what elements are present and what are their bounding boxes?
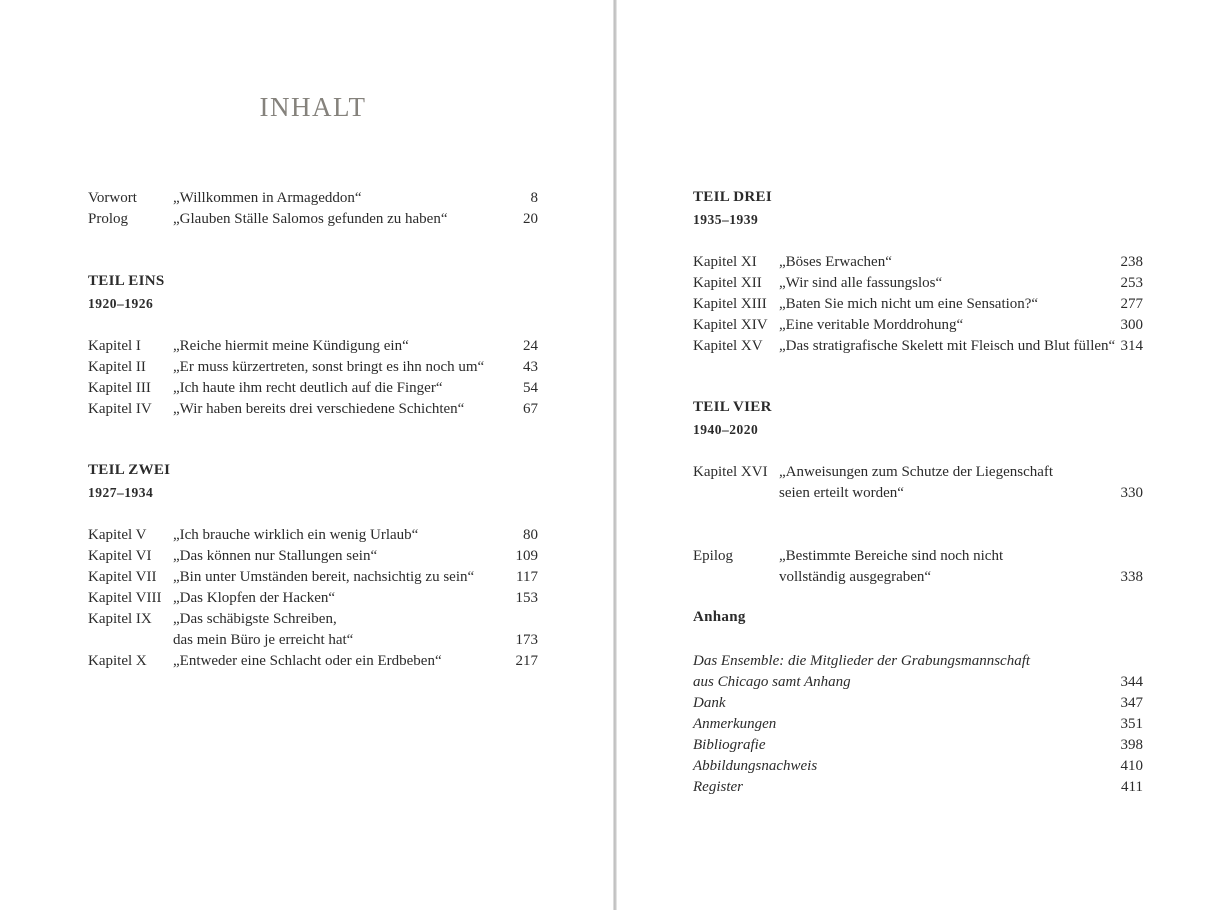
entry-page-number: 153 [515, 590, 538, 606]
toc-entry-epilog-continued[interactable] [693, 567, 1143, 588]
entry-title-continued: aus Chicago samt Anhang [693, 674, 851, 690]
entry-page-number: 277 [1120, 296, 1143, 312]
toc-entry-appendix-dank[interactable] [693, 693, 1143, 714]
left-page [0, 0, 613, 910]
entry-page-number: 24 [523, 338, 538, 354]
entry-title: Register [693, 779, 743, 795]
entry-title: Dank [693, 695, 726, 711]
entry-title-continued: vollständig ausgegraben“ [779, 569, 932, 585]
entry-title: „Das schäbigste Schreiben, [173, 611, 337, 627]
entry-label: Prolog [88, 211, 129, 227]
toc-entry-kapitel-3[interactable] [88, 378, 538, 399]
part-one-years: 1920–1926 [88, 296, 154, 311]
entry-page-number: 410 [1120, 758, 1143, 774]
toc-entry-kapitel-5[interactable] [88, 525, 538, 546]
entry-page-number: 411 [1121, 779, 1143, 795]
entry-title: „Das können nur Stallungen sein“ [173, 548, 378, 564]
entry-title: Abbildungsnachweis [693, 758, 818, 774]
toc-entry-kapitel-11[interactable] [693, 252, 1143, 273]
entry-title: „Bin unter Umständen bereit, nachsichtig zu sein“ [173, 569, 475, 585]
part-one-title: TEIL EINS [88, 273, 165, 289]
part-four-title: TEIL VIER [693, 399, 772, 415]
entry-title: „Wir haben bereits drei verschiedene Schichten“ [173, 401, 465, 417]
entry-label: Kapitel V [88, 527, 147, 543]
toc-entry-appendix-ensemble-continued[interactable] [693, 672, 1143, 693]
entry-title: „Wir sind alle fassungslos“ [779, 275, 943, 291]
entry-title-continued: seien erteilt worden“ [779, 485, 904, 501]
toc-entry-kapitel-1[interactable] [88, 336, 538, 357]
toc-entry-appendix-bibliografie[interactable] [693, 735, 1143, 756]
entry-title: „Anweisungen zum Schutze der Liegenschaft [779, 464, 1054, 480]
entry-label: Kapitel II [88, 359, 146, 375]
toc-entry-appendix-ensemble[interactable] [693, 651, 1143, 672]
entry-page-number: 20 [523, 211, 538, 227]
toc-entry-kapitel-12[interactable] [693, 273, 1143, 294]
entry-page-number: 253 [1120, 275, 1143, 291]
toc-entry-appendix-anmerkungen[interactable] [693, 714, 1143, 735]
entry-label: Kapitel III [88, 380, 151, 396]
entry-page-number: 347 [1120, 695, 1143, 711]
entry-title: „Ich brauche wirklich ein wenig Urlaub“ [173, 527, 419, 543]
entry-title: Bibliografie [693, 737, 766, 753]
entry-title-continued: das mein Büro je erreicht hat“ [173, 632, 354, 648]
entry-title: „Das stratigrafische Skelett mit Fleisch und Blut füllen“ [779, 338, 1116, 354]
entry-label: Kapitel VI [88, 548, 152, 564]
part-two-title: TEIL ZWEI [88, 462, 171, 478]
part-four-years: 1940–2020 [693, 422, 759, 437]
entry-page-number: 117 [516, 569, 538, 585]
entry-page-number: 314 [1120, 338, 1143, 354]
entry-page-number: 238 [1120, 254, 1143, 270]
entry-label: Vorwort [88, 190, 137, 206]
toc-entry-kapitel-2[interactable] [88, 357, 538, 378]
entry-label: Kapitel XI [693, 254, 757, 270]
entry-title: „Reiche hiermit meine Kündigung ein“ [173, 338, 409, 354]
entry-label: Kapitel VIII [88, 590, 162, 606]
entry-label: Kapitel IV [88, 401, 152, 417]
toc-entry-kapitel-14[interactable] [693, 315, 1143, 336]
entry-title: „Willkommen in Armageddon“ [173, 190, 362, 206]
entry-title: „Bestimmte Bereiche sind noch nicht [779, 548, 1004, 564]
toc-entry-kapitel-15[interactable] [693, 336, 1143, 357]
entry-page-number: 80 [523, 527, 538, 543]
entry-title: „Baten Sie mich nicht um eine Sensation?“ [779, 296, 1039, 312]
entry-page-number: 109 [515, 548, 538, 564]
toc-entry-kapitel-6[interactable] [88, 546, 538, 567]
entry-label: Kapitel XIV [693, 317, 768, 333]
page-title: INHALT [259, 92, 367, 122]
toc-entry-prolog[interactable] [88, 209, 538, 230]
toc-entry-appendix-abbildungsnachweis[interactable] [693, 756, 1143, 777]
entry-page-number: 8 [530, 190, 538, 206]
entry-label: Kapitel X [88, 653, 147, 669]
part-two-years: 1927–1934 [88, 485, 154, 500]
toc-entry-kapitel-9-continued[interactable] [88, 630, 538, 651]
entry-title: „Er muss kürzertreten, sonst bringt es ihn noch um“ [173, 359, 485, 375]
toc-entry-kapitel-4[interactable] [88, 399, 538, 420]
entry-label: Epilog [693, 548, 733, 564]
toc-entry-kapitel-7[interactable] [88, 567, 538, 588]
appendix-title: Anhang [693, 609, 746, 625]
entry-label: Kapitel XVI [693, 464, 768, 480]
toc-entry-kapitel-13[interactable] [693, 294, 1143, 315]
entry-title: „Entweder eine Schlacht oder ein Erdbeben“ [173, 653, 442, 669]
entry-label: Kapitel XV [693, 338, 763, 354]
toc-entry-kapitel-8[interactable] [88, 588, 538, 609]
entry-page-number: 43 [523, 359, 538, 375]
part-three-years: 1935–1939 [693, 212, 759, 227]
toc-entry-appendix-register[interactable] [693, 777, 1143, 798]
entry-title: Das Ensemble: die Mitglieder der Grabungsmannschaft [693, 653, 1031, 669]
entry-page-number: 338 [1120, 569, 1143, 585]
toc-entry-vorwort[interactable] [88, 188, 538, 209]
entry-title: „Böses Erwachen“ [779, 254, 892, 270]
toc-entry-kapitel-16[interactable] [693, 462, 1143, 483]
entry-title: „Das Klopfen der Hacken“ [173, 590, 336, 606]
entry-page-number: 67 [523, 401, 538, 417]
toc-entry-kapitel-9[interactable] [88, 609, 538, 630]
entry-page-number: 173 [515, 632, 538, 648]
entry-page-number: 330 [1120, 485, 1143, 501]
entry-label: Kapitel I [88, 338, 141, 354]
entry-page-number: 351 [1120, 716, 1143, 732]
entry-page-number: 217 [515, 653, 538, 669]
entry-title: „Glauben Ställe Salomos gefunden zu haben“ [173, 211, 448, 227]
entry-label: Kapitel XIII [693, 296, 767, 312]
entry-title: „Ich haute ihm recht deutlich auf die Finger“ [173, 380, 443, 396]
entry-page-number: 300 [1120, 317, 1143, 333]
entry-page-number: 54 [523, 380, 538, 396]
entry-page-number: 344 [1120, 674, 1143, 690]
toc-entry-kapitel-16-continued[interactable] [693, 483, 1143, 504]
toc-entry-kapitel-10[interactable] [88, 651, 538, 672]
entry-label: Kapitel XII [693, 275, 762, 291]
part-three-title: TEIL DREI [693, 189, 772, 205]
entry-page-number: 398 [1120, 737, 1143, 753]
entry-title: „Eine veritable Morddrohung“ [779, 317, 964, 333]
toc-entry-epilog[interactable] [693, 546, 1143, 567]
entry-label: Kapitel VII [88, 569, 157, 585]
right-page [617, 0, 1229, 910]
entry-label: Kapitel IX [88, 611, 152, 627]
entry-title: Anmerkungen [693, 716, 777, 732]
